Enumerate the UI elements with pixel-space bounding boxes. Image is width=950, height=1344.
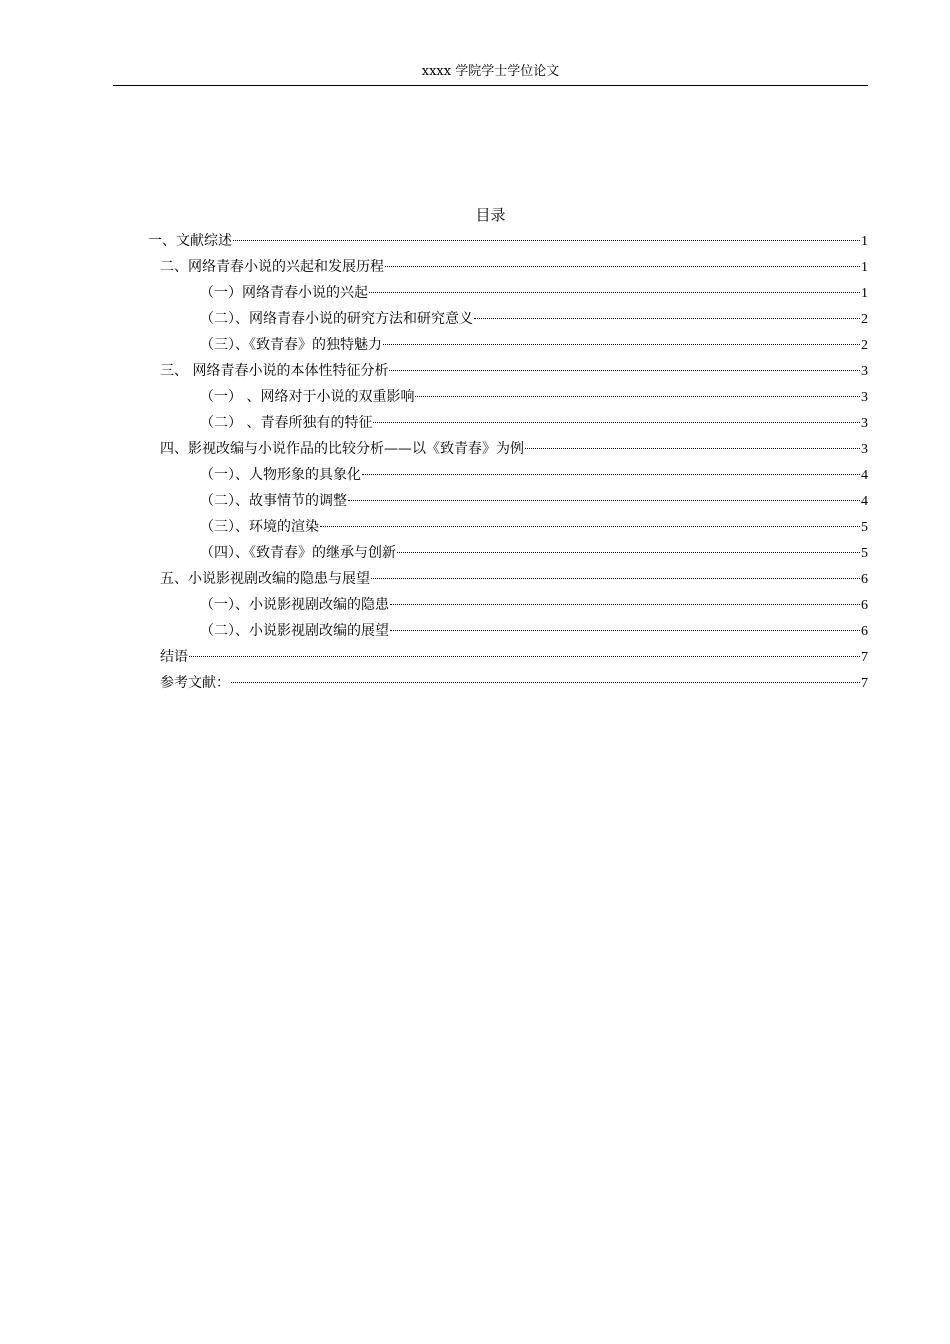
toc-entry-page: 2 [861,338,868,353]
page-header: xxxx 学院学士学位论文 [421,64,560,79]
toc-entry-label: （四）、《致青春》的继承与创新 [200,545,396,561]
toc-entry[interactable] [160,646,868,668]
toc-leader-dots [390,630,860,631]
toc-leader-dots [474,318,860,319]
toc-entry[interactable] [200,490,868,512]
toc-entry-page: 1 [861,286,868,301]
toc-entry-label: （二）、网络青春小说的研究方法和研究意义 [200,311,473,327]
toc-leader-dots [373,422,860,423]
toc-entry-page: 7 [861,650,868,665]
toc-entry-page: 1 [861,234,868,249]
toc-entry-label: 五、小说影视剧改编的隐患与展望 [160,571,370,587]
toc-leader-dots [415,396,860,397]
toc-entry[interactable] [200,620,868,642]
toc-entry-label: 一、文献综述 [148,233,232,249]
toc-entry-label: 参考文献： [160,675,230,691]
toc-entry-label: 结语 [160,649,188,665]
toc-entry[interactable] [160,438,868,460]
toc-entry[interactable] [160,256,868,278]
toc-entry[interactable] [200,542,868,564]
toc-title: 目录 [475,206,506,224]
toc-entry-page: 4 [861,494,868,509]
toc-entry-label: （三）、环境的渲染 [200,519,319,535]
toc-entry[interactable] [160,360,868,382]
toc-entry-label: （二）、故事情节的调整 [200,493,347,509]
toc-entry-label: （一） 、网络对于小说的双重影响 [200,389,415,405]
toc-entry-page: 3 [861,416,868,431]
toc-entry[interactable] [200,594,868,616]
toc-entry-label: （三）、《致青春》的独特魅力 [200,337,382,353]
toc-entry-label: 三、 网络青春小说的本体性特征分析 [160,363,389,379]
toc-entry[interactable] [200,464,868,486]
toc-entry[interactable] [200,282,868,304]
toc-entry[interactable] [200,516,868,538]
toc-entry[interactable] [148,230,868,252]
toc-entry-page: 6 [861,572,868,587]
toc-leader-dots [233,240,860,241]
toc-entry-label: （一）、小说影视剧改编的隐患 [200,597,389,613]
toc-entry-label: （一）网络青春小说的兴起 [200,285,368,301]
toc-leader-dots [390,604,860,605]
toc-leader-dots [320,526,860,527]
toc-entry-label: （二） 、青春所独有的特征 [200,415,373,431]
toc-entry[interactable] [160,568,868,590]
toc-entry-page: 4 [861,468,868,483]
toc-entry[interactable] [160,672,868,694]
toc-entry-page: 3 [861,442,868,457]
toc-leader-dots [362,474,860,475]
toc-entry-page: 1 [861,260,868,275]
toc-entry[interactable] [200,386,868,408]
toc-leader-dots [383,344,860,345]
toc-leader-dots [231,682,860,683]
toc-entry-page: 2 [861,312,868,327]
toc-leader-dots [389,370,860,371]
toc-leader-dots [189,656,860,657]
toc-entry[interactable] [200,308,868,330]
toc-entry[interactable] [200,334,868,356]
toc-entry-label: 四、影视改编与小说作品的比较分析——以《致青春》为例 [160,441,524,457]
header-rule [113,85,868,86]
toc-entry-page: 6 [861,598,868,613]
toc-leader-dots [385,266,860,267]
toc-leader-dots [369,292,860,293]
toc-entry-label: 二、网络青春小说的兴起和发展历程 [160,259,384,275]
toc-entry[interactable] [200,412,868,434]
toc-leader-dots [397,552,860,553]
toc-entry-page: 3 [861,364,868,379]
toc-leader-dots [348,500,860,501]
toc-leader-dots [371,578,860,579]
toc-entry-page: 6 [861,624,868,639]
toc-entry-page: 5 [861,546,868,561]
toc-entry-page: 7 [861,676,868,691]
toc-leader-dots [525,448,860,449]
toc-entry-page: 3 [861,390,868,405]
toc-entry-label: （一）、人物形象的具象化 [200,467,361,483]
toc-entry-page: 5 [861,520,868,535]
toc-entry-label: （二）、小说影视剧改编的展望 [200,623,389,639]
